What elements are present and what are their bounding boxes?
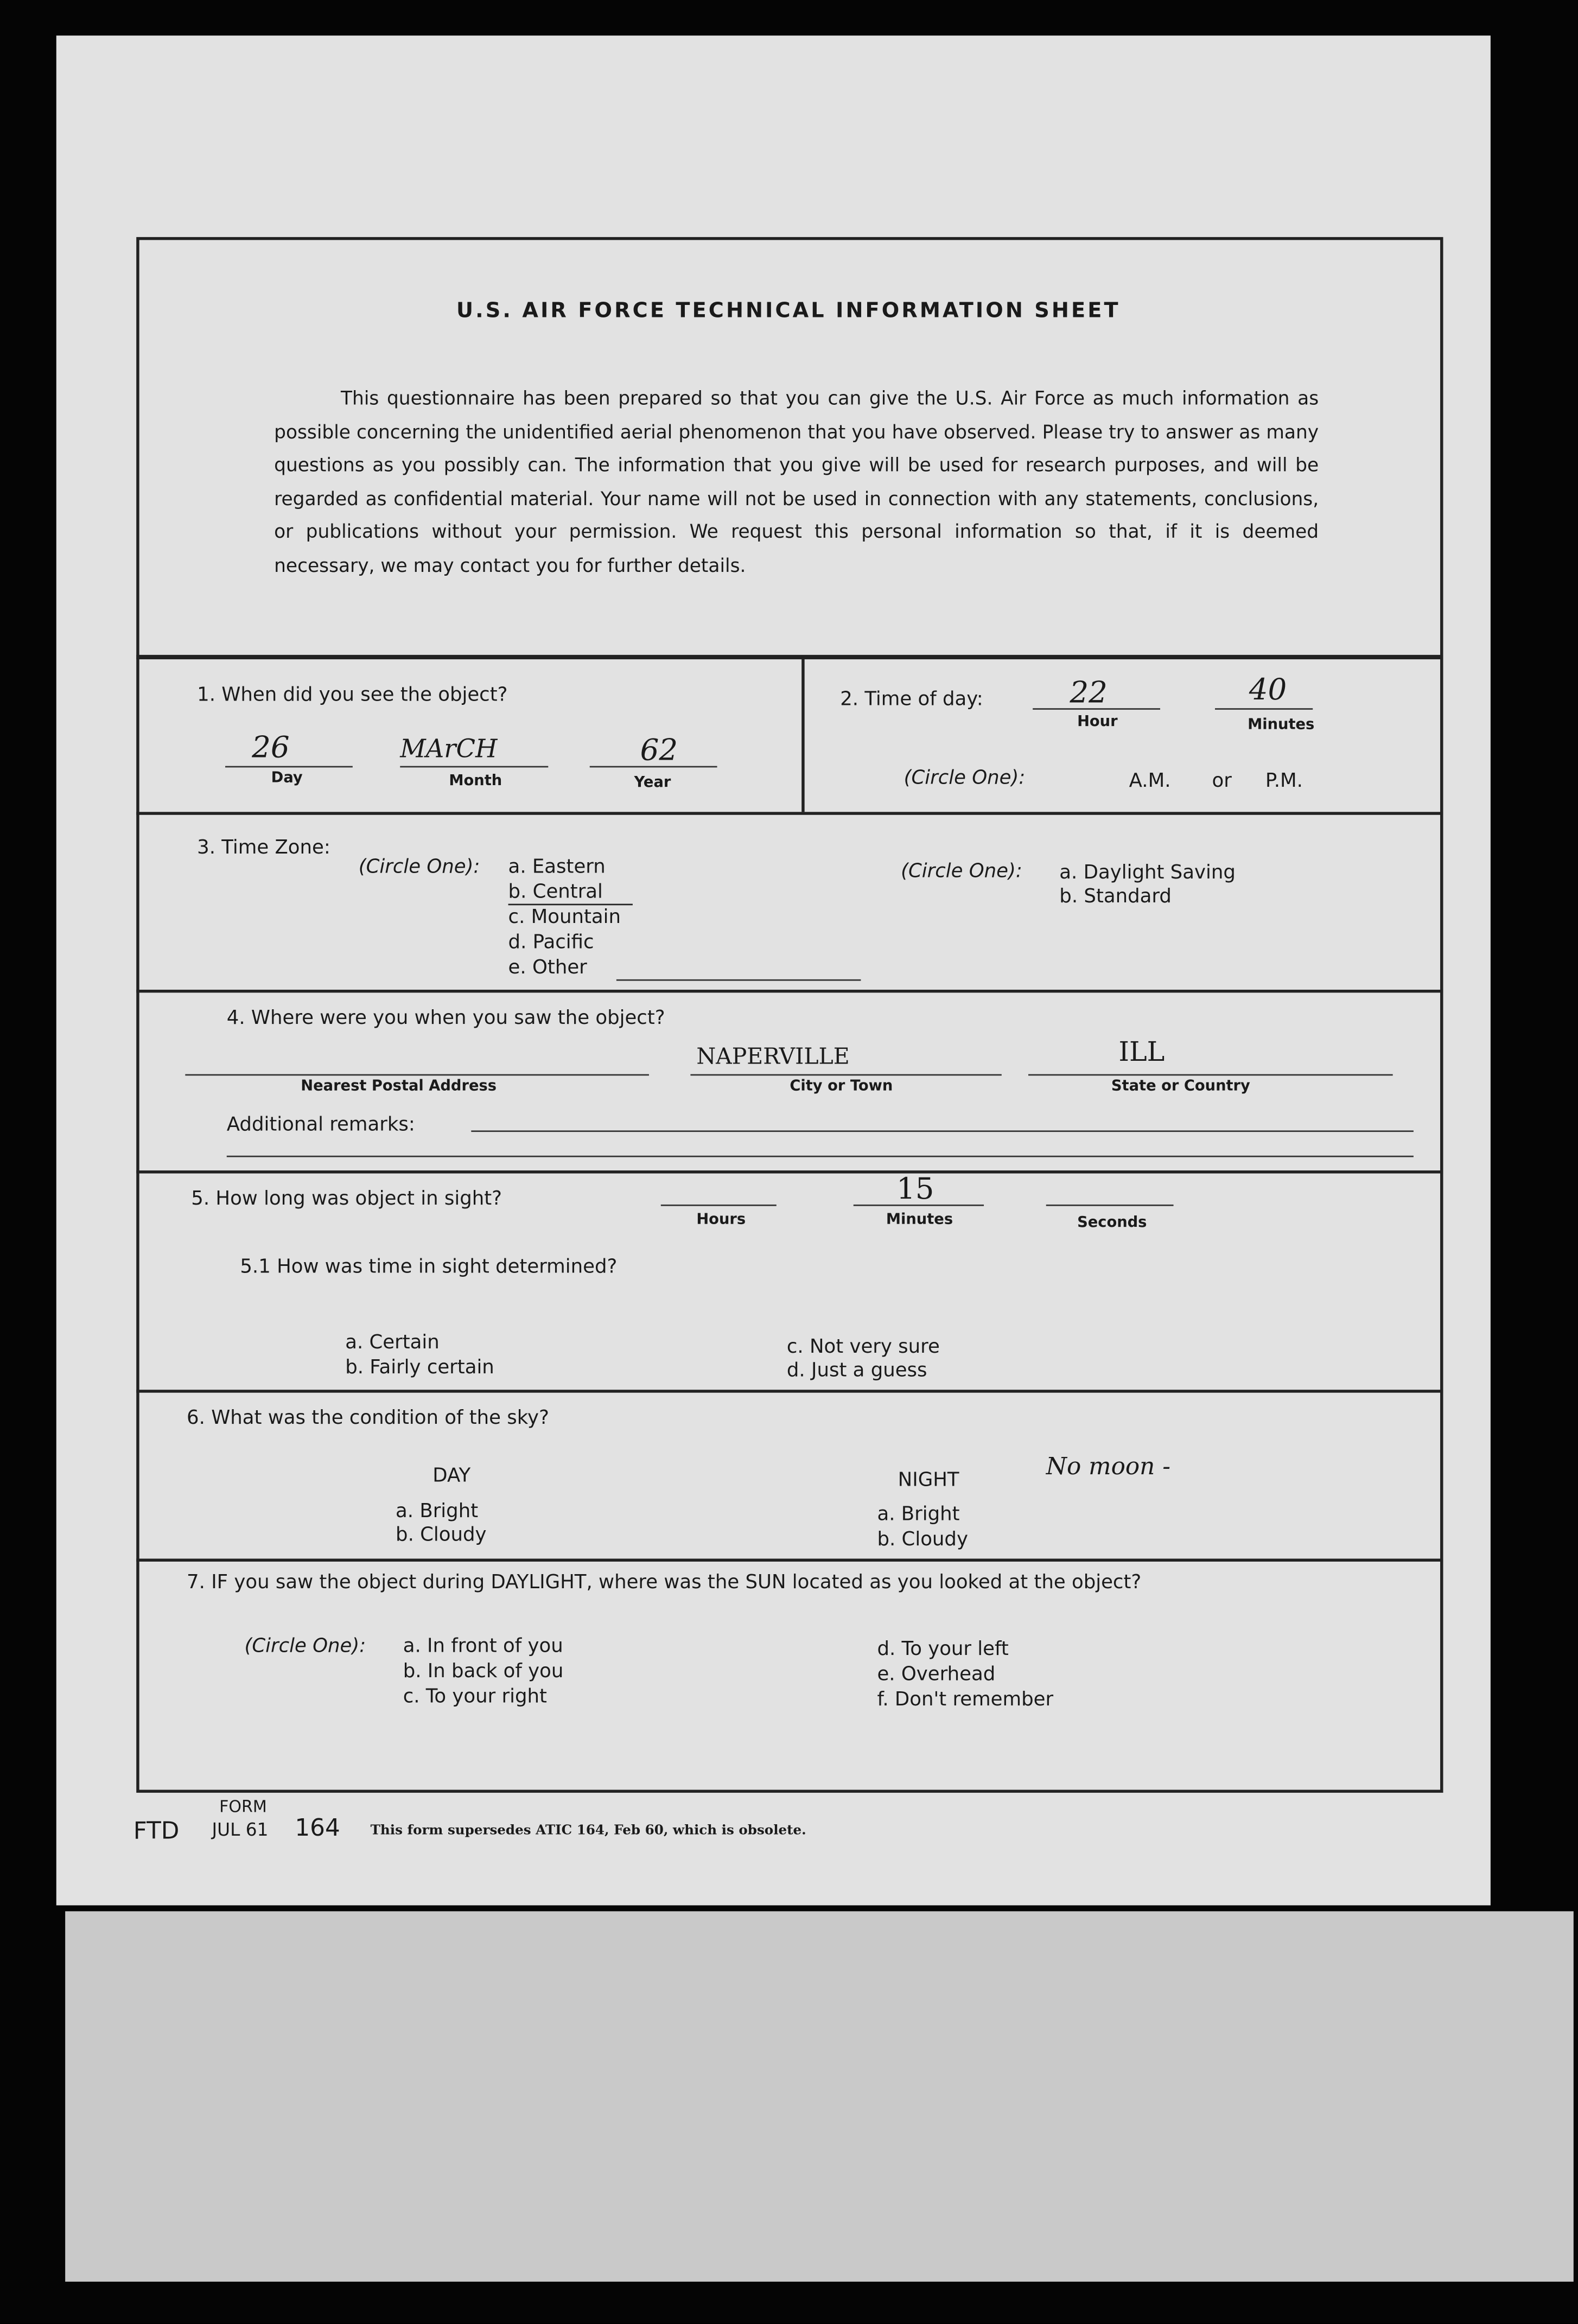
- q6-night-heading: NIGHT: [898, 1469, 959, 1492]
- q2-hour-label: Hour: [1077, 714, 1118, 731]
- q1-month-line: [400, 766, 548, 768]
- divider: [136, 1390, 1443, 1392]
- q1-month-label: Month: [449, 773, 502, 790]
- q6-day-cloudy[interactable]: b. Cloudy: [396, 1524, 487, 1547]
- q3-option-standard[interactable]: b. Standard: [1059, 886, 1172, 908]
- footer-ftd: FTD: [133, 1816, 180, 1845]
- q7-circle-label: (Circle One):: [244, 1635, 366, 1658]
- q1-month-value[interactable]: MArCH: [400, 735, 498, 765]
- q6-handwritten-note[interactable]: No moon -: [1046, 1451, 1170, 1480]
- q3-option-daylight[interactable]: a. Daylight Saving: [1059, 862, 1236, 885]
- q4-city-value[interactable]: NAPERVILLE: [696, 1043, 850, 1070]
- q7-label: 7. IF you saw the object during DAYLIGHT, where was the SUN located as you looked at the object?: [187, 1572, 1142, 1595]
- q3-label: 3. Time Zone:: [197, 837, 330, 859]
- q4-label: 4. Where were you when you saw the object?: [226, 1007, 665, 1030]
- q7-option-front[interactable]: a. In front of you: [403, 1635, 563, 1658]
- q5-option-not-sure[interactable]: c. Not very sure: [786, 1336, 940, 1359]
- footer-form-number: 164: [295, 1813, 340, 1842]
- q4-state-line: [1028, 1074, 1393, 1076]
- footer-date: JUL 61: [212, 1819, 269, 1841]
- q2-am-option[interactable]: A.M.: [1129, 770, 1171, 793]
- form-title: U.S. AIR FORCE TECHNICAL INFORMATION SHEET: [456, 299, 1121, 323]
- q4-remarks-label: Additional remarks:: [226, 1114, 415, 1137]
- q2-hour-line: [1033, 708, 1160, 710]
- q5-1-label: 5.1 How was time in sight determined?: [240, 1256, 618, 1279]
- q4-remarks-line-2[interactable]: [227, 1156, 1414, 1157]
- q4-remarks-line[interactable]: [471, 1130, 1414, 1132]
- q2-minutes-line: [1215, 708, 1313, 710]
- q2-circle-label: (Circle One):: [903, 767, 1026, 790]
- q1-year-label: Year: [634, 775, 671, 792]
- q7-option-back[interactable]: b. In back of you: [403, 1660, 564, 1683]
- backing-sheet: [65, 1911, 1574, 2282]
- q2-or: or: [1212, 770, 1232, 793]
- q6-label: 6. What was the condition of the sky?: [187, 1407, 549, 1430]
- footer-form: FORM: [219, 1797, 267, 1817]
- q1-day-value[interactable]: 26: [252, 729, 290, 765]
- q5-seconds-line: [1046, 1205, 1174, 1206]
- q4-state-label: State or Country: [1111, 1078, 1250, 1095]
- divider: [136, 655, 1443, 659]
- q3-option-central[interactable]: b. Central: [508, 882, 633, 906]
- q1-year-line: [590, 766, 717, 768]
- q1-day-label: Day: [271, 770, 303, 787]
- q7-option-overhead[interactable]: e. Overhead: [877, 1664, 996, 1686]
- q5-minutes-line: [854, 1205, 984, 1206]
- q6-day-heading: DAY: [432, 1465, 471, 1488]
- q5-label: 5. How long was object in sight?: [191, 1188, 502, 1211]
- q3-circle-label-2: (Circle One):: [901, 861, 1022, 883]
- q5-hours-line: [661, 1205, 777, 1206]
- q5-minutes-label: Minutes: [886, 1212, 953, 1228]
- q3-option-other[interactable]: e. Other: [508, 957, 587, 979]
- q6-day-bright[interactable]: a. Bright: [396, 1500, 479, 1523]
- q5-hours-label: Hours: [696, 1212, 746, 1228]
- q2-pm-option[interactable]: P.M.: [1265, 770, 1303, 793]
- divider: [136, 812, 1443, 814]
- q3-option-pacific[interactable]: d. Pacific: [508, 932, 594, 954]
- q5-minutes-value[interactable]: 15: [896, 1170, 934, 1206]
- q2-label: 2. Time of day:: [840, 689, 983, 711]
- q4-state-value[interactable]: ILL: [1118, 1037, 1165, 1068]
- q3-option-eastern[interactable]: a. Eastern: [508, 856, 606, 879]
- q3-circle-label: (Circle One):: [358, 856, 480, 879]
- q6-night-bright[interactable]: a. Bright: [877, 1504, 960, 1526]
- q4-city-line: [690, 1074, 1001, 1076]
- q2-hour-value[interactable]: 22: [1070, 674, 1108, 710]
- intro-text: This questionnaire has been prepared so that you can give the U.S. Air Force as much information as possible concerning the unidentified aerial phenomenon that you have observed. Please try to answer as many questions as you possibly can. The information that you give will be used for research purposes, and will be regarded as confidential material. Your name will not be used in connection with any statements, conclusions, or publications without your permission. We request this personal information so that, if it is deemed necessary, we may contact you for further details.: [274, 386, 1319, 576]
- q3-other-line: [616, 979, 861, 981]
- q5-option-certain[interactable]: a. Certain: [345, 1332, 440, 1354]
- q7-option-left[interactable]: d. To your left: [877, 1638, 1009, 1661]
- q4-address-label: Nearest Postal Address: [301, 1078, 497, 1095]
- divider: [136, 1170, 1443, 1173]
- q1-year-value[interactable]: 62: [640, 731, 678, 768]
- q5-seconds-label: Seconds: [1077, 1215, 1147, 1232]
- q5-option-guess[interactable]: d. Just a guess: [786, 1360, 927, 1383]
- q7-option-dont-remember[interactable]: f. Don't remember: [877, 1689, 1054, 1711]
- q4-city-label: City or Town: [790, 1078, 893, 1095]
- q5-option-fairly-certain[interactable]: b. Fairly certain: [345, 1357, 494, 1380]
- divider: [136, 990, 1443, 992]
- divider: [136, 1558, 1443, 1561]
- q6-night-cloudy[interactable]: b. Cloudy: [877, 1529, 968, 1551]
- divider: [801, 657, 804, 812]
- intro-paragraph: [274, 382, 1319, 582]
- q1-day-line: [225, 766, 353, 768]
- q2-minutes-value[interactable]: 40: [1249, 671, 1287, 707]
- q1-label: 1. When did you see the object?: [197, 684, 508, 707]
- q3-option-mountain[interactable]: c. Mountain: [508, 907, 621, 929]
- q2-minutes-label: Minutes: [1248, 717, 1315, 734]
- footer-note: This form supersedes ATIC 164, Feb 60, which is obsolete.: [370, 1824, 806, 1839]
- q4-address-line: [185, 1074, 649, 1076]
- q7-option-right[interactable]: c. To your right: [403, 1686, 547, 1709]
